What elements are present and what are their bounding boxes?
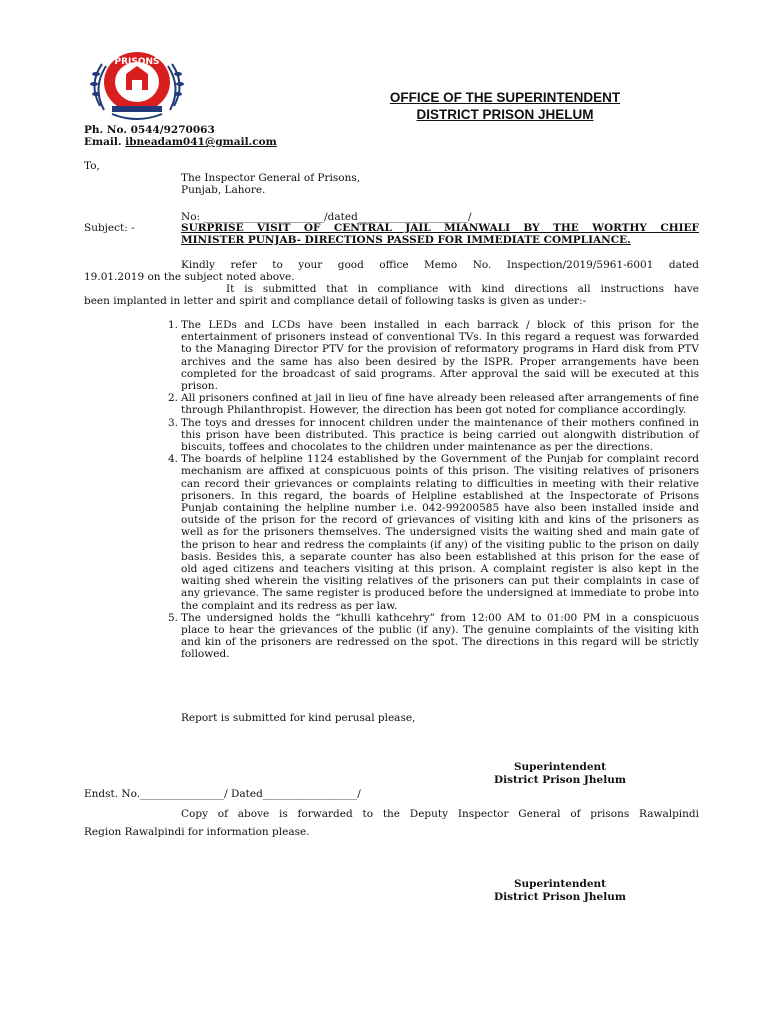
subject-line2: MINISTER PUNJAB- DIRECTIONS PASSED FOR IMMEDIATE COMPLIANCE. (181, 234, 631, 247)
closing-line: Report is submitted for kind perusal please, (181, 712, 416, 724)
prison-logo (82, 44, 192, 124)
list-item: 1. The LEDs and LCDs have been installed in each barrack / block of this prison for the entertainment of prisoners instead of conventional TVs. In this regard a request was forwarded to the Managing Director PTV for the provision of reformatory programs in Hard disk from PTV archives and the same has also been desired by the ISPR. Proper arrangements have been completed for the broadcast of said programs. After approval the said will be executed at this prison. (167, 319, 699, 393)
recipient-line1: The Inspector General of Prisons, (181, 172, 361, 184)
office-title: OFFICE OF THE SUPERINTENDENT (389, 90, 621, 105)
intro-para1-a: Kindly refer to your good office Memo No. Inspection/2019/5961-6001 dated (181, 259, 699, 271)
list-item: 4. The boards of helpline 1124 established by the Government of the Punjab for complaint record mechanism are affixed at conspicuous points of this prison. The visiting relatives of prisoners can record their grievances or complaints relating to difficulties in meeting with their relative prisoners. In this regard, the boards of Helpline established at the Inspectorate of Prisons Punjab containing the helpline number i.e. 042-99200585 have also been installed inside and outside of the prison for the record of grievances of visiting kith and kins of the prisoners as well as for the prisoners themselves. The undersigned visits the waiting shed and main gate of the prison to hear and redress the complaints (if any) of the visiting public to the prison on daily basis. Besides this, a separate counter has also been established at this prison for the ease of old aged citizens and teachers visiting at this prison. A complaint register is also kept in the waiting shed wherein the visiting relatives of the prisoners can put their complaints in case of any grievance. The same register is produced before the undersigned at immediate to probe into the complaint and its redress as per law. (167, 453, 699, 612)
intro-para2-a: It is submitted that in compliance with kind directions all instructions have (226, 283, 699, 295)
email-label: Email. (84, 136, 122, 149)
compliance-list (154, 319, 699, 661)
recipient-line2: Punjab, Lahore. (181, 184, 266, 197)
subject-line1: SURPRISE VISIT OF CENTRAL JAIL MIANWALI BY THE WORTHY CHIEF (181, 222, 699, 234)
endorsement-number: Endst. No.________________/ Dated__________________/ (84, 788, 361, 800)
signature-title: Superintendent (513, 761, 607, 773)
prison-emblem-icon (82, 44, 192, 124)
subject-label: Subject: - (84, 222, 135, 234)
email-link[interactable]: ibneadam041@gmail.com (125, 136, 277, 149)
signature-title: Superintendent (513, 878, 607, 890)
list-item: 5. The undersigned holds the “khulli kathcehry” from 12:00 AM to 01:00 PM in a conspicuous place to hear the grievances of the public (if any). The genuine complaints of the visiting kith and kin of the prisoners are redressed on the spot. The directions in this regard will be strictly followed. (167, 611, 699, 661)
list-item: 2. All prisoners confined at jail in lieu of fine have already been released after arrangements of fine through Philanthropist. However, the direction has been got noted for compliance accordingly. (167, 392, 699, 417)
copy-line2: Region Rawalpindi for information please. (84, 826, 310, 838)
signature-office: District Prison Jhelum (494, 774, 626, 786)
reference-number: No: _______________________/dated_____________________/ (181, 211, 472, 223)
copy-line1: Copy of above is forwarded to the Deputy Inspector General of prisons Rawalpindi (181, 808, 699, 820)
intro-para2-b: been implanted in letter and spirit and compliance detail of following tasks is given as under:- (84, 295, 587, 307)
list-item: 3. The toys and dresses for innocent children under the maintenance of their mothers confined in this prison have been distributed. This practice is being carried out alongwith distribution of biscuits, toffees and chocolates to the children under maintenance as per the directions. (167, 416, 699, 454)
signature-office: District Prison Jhelum (494, 891, 626, 903)
salutation-to: To, (84, 160, 100, 172)
phone-number: Ph. No. 0544/9270063 (84, 124, 215, 136)
office-subtitle: DISTRICT PRISON JHELUM (416, 107, 594, 122)
svg-text:PRISONS: PRISONS (114, 57, 160, 67)
intro-para1-b: 19.01.2019 on the subject noted above. (84, 271, 295, 283)
